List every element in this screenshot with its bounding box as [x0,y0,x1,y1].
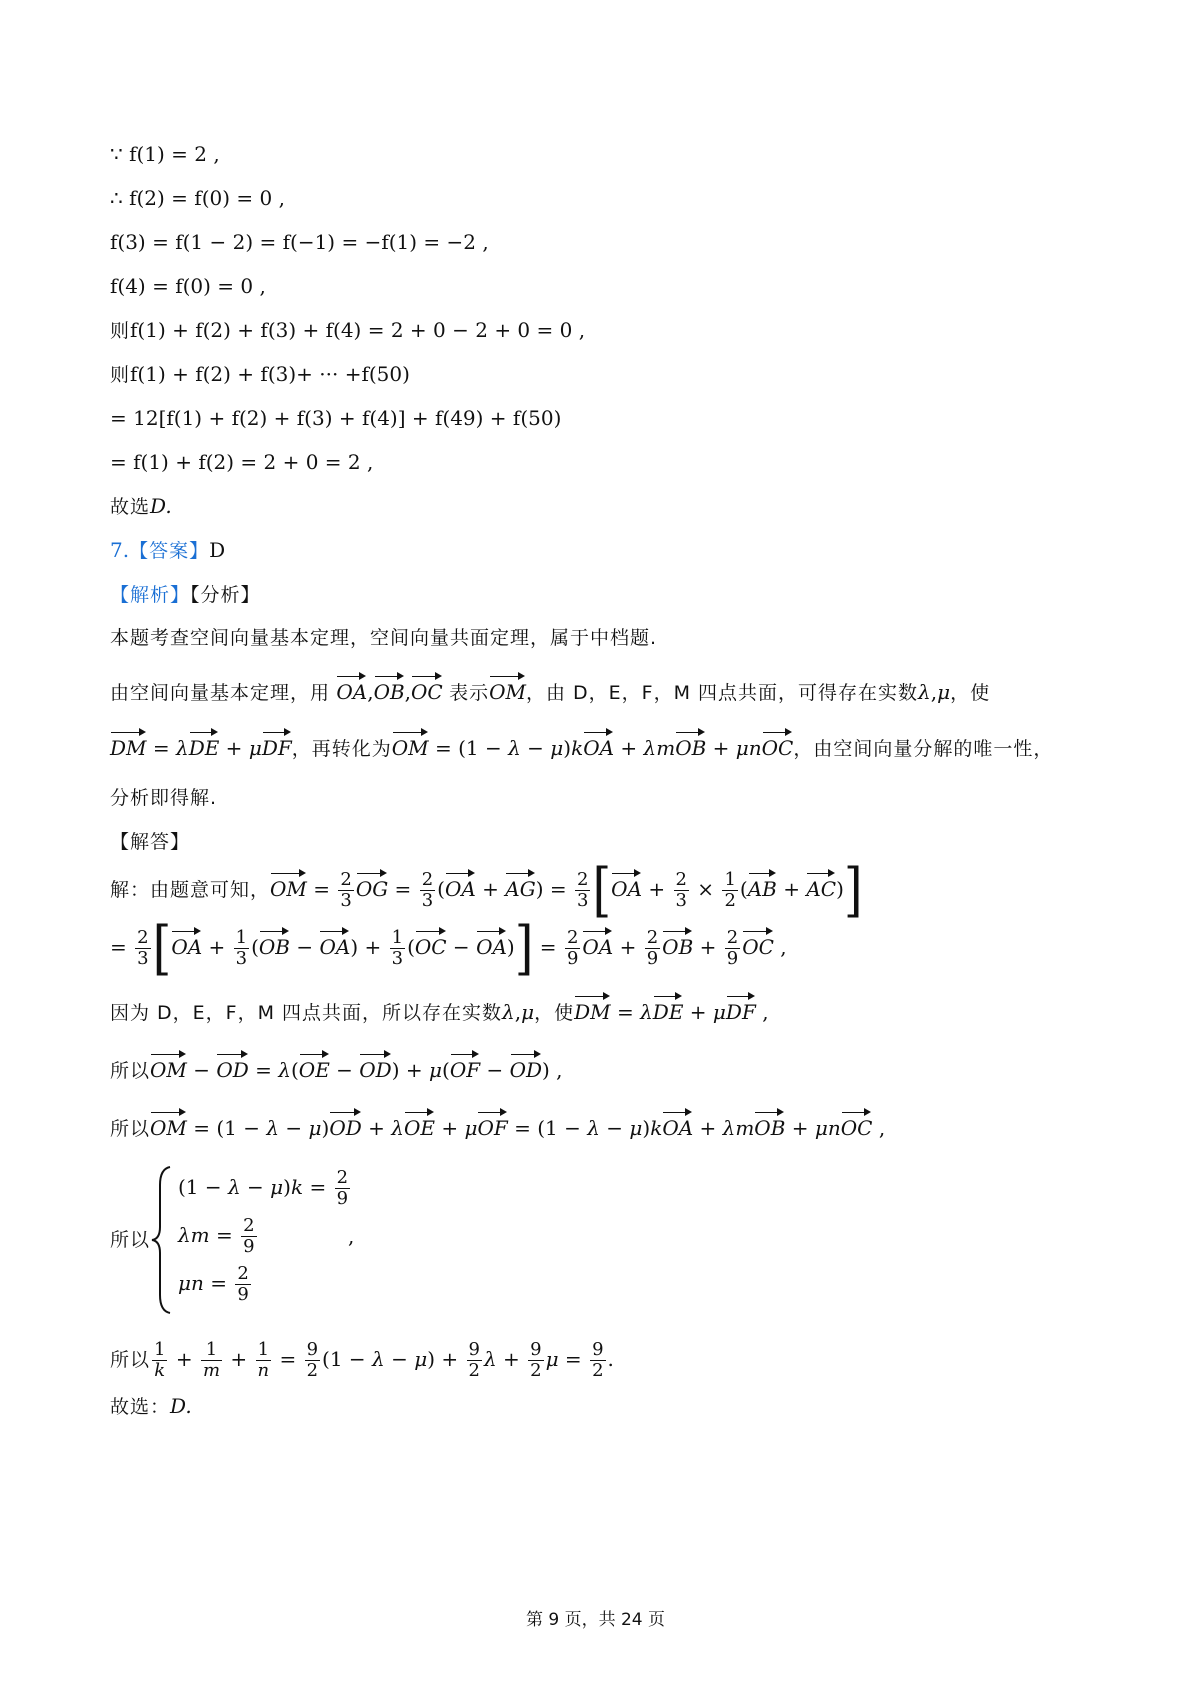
vector-od: OD [216,1052,248,1084]
text-span: 解：由题意可知， [110,879,271,901]
fraction: $\frac{2}{9}$ [237,1263,249,1305]
vector-dm: DM [574,994,611,1026]
solution-step-7: 所以 $\frac{1}{k}$ + $\frac{1}{m}$ + $\frac{1}{n}$ = $\frac{9}{2}$ (1 − λ − μ) + $\frac{9}{2}$ λ + $\frac{9}{2}$ μ = $\frac{9}{2}$ . [110,1339,614,1381]
vector-of: OF [450,1052,480,1084]
vector-oc: OC [762,730,794,762]
vector-oa: OA [662,1110,693,1142]
vector-oc: OC [415,929,447,961]
fraction: $\frac{2}{9}$ [726,927,739,969]
fraction: $\frac{2}{9}$ [566,927,579,969]
system-equation-3: μn = $\frac{2}{9}$ [178,1263,249,1305]
vector-of: OF [477,1110,507,1142]
line-f1: ∵ f(1) = 2 , [110,142,220,166]
fraction: $\frac{2}{3}$ [340,869,352,911]
vector-og: OG [356,871,388,903]
vector-ob: OB [374,674,405,706]
line-prefix: 则 [110,364,131,386]
fraction: $\frac{1}{3}$ [391,927,404,969]
fraction: $\frac{2}{3}$ [576,869,589,911]
vector-dm: DM [110,730,147,762]
vector-om: OM [270,871,307,903]
vector-ab: AB [748,871,777,903]
vector-od: OD [329,1110,361,1142]
fraction: $\frac{9}{2}$ [468,1339,480,1381]
vector-om: OM [392,730,429,762]
answer-value: D [209,538,226,562]
vector-ac: AC [806,871,836,903]
fraction: $\frac{2}{3}$ [675,869,687,911]
fraction: $\frac{2}{9}$ [336,1167,349,1209]
system-equation-1: (1 − λ − μ)k = $\frac{2}{9}$ [178,1167,349,1209]
vector-od: OD [359,1052,391,1084]
vector-df: DF [726,994,756,1026]
vector-om: OM [150,1052,187,1084]
fraction: $\frac{1}{k}$ [154,1339,166,1381]
line-f2: ∴ f(2) = f(0) = 0 , [110,186,285,210]
line-choose [110,492,172,521]
analysis-paragraph-1: 本题考查空间向量基本定理，空间向量共面定理，属于中档题. [110,627,658,649]
vector-de: DE [653,994,684,1026]
vector-om: OM [150,1110,187,1142]
analysis-paragraph-2: 由空间向量基本定理，用 OA,OB,OC 表示OM，由 D，E，F，M 四点共面，可得存在实数λ,μ，使 [110,674,990,707]
final-choice [110,1392,192,1421]
analysis-paragraph-3: DM = λDE + μDF，再转化为OM = (1 − λ − μ)kOA + λmOB + μnOC，由空间向量分解的唯一性， [110,730,1053,763]
vector-ob: OB [675,730,706,762]
vector-oa: OA [583,730,614,762]
line-f4: f(4) = f(0) = 0 , [110,274,266,298]
vector-de: DE [189,730,220,762]
line-math: f(1) + f(2) + f(3) + f(4) = 2 + 0 − 2 + 0 = 0 , [130,318,586,342]
vector-ag: AG [505,871,535,903]
text-span: ，使 [950,682,991,704]
vector-oa: OA [319,929,350,961]
text-span: 由空间向量基本定理，用 [110,682,331,704]
vector-om: OM [489,674,526,706]
q7-answer-line [110,536,225,565]
line-sum50 [110,360,410,389]
fraction: $\frac{1}{m}$ [202,1339,221,1381]
text-span: 所以 [110,1060,151,1082]
vector-oc: OC [411,674,443,706]
line-prefix: 则 [110,320,131,342]
vector-oa: OA [476,929,507,961]
vector-oc: OC [841,1110,873,1142]
question-number: 7. [110,538,130,562]
vector-oa: OA [336,674,367,706]
fraction: $\frac{9}{2}$ [530,1339,542,1381]
vector-oa: OA [582,929,613,961]
page-footer: 第 9 页，共 24 页 [525,1610,666,1630]
text-span: 因为 D，E，F，M 四点共面，所以存在实数 [110,1002,503,1024]
vector-od: OD [510,1052,542,1084]
line-sum-result: = f(1) + f(2) = 2 + 0 = 2 , [110,450,374,474]
final-answer: D. [170,1394,192,1418]
text-span: 故选： [110,1396,171,1418]
line-f3: f(3) = f(1 − 2) = f(−1) = −f(1) = −2 , [110,230,489,254]
analysis-paragraph-4: 分析即得解. [110,787,218,809]
vector-oc: OC [742,929,774,961]
answer-tag: 【答案】 [129,540,210,562]
solution-step-2: = $\frac{2}{3}$ [OA + $\frac{1}{3}$ (OB − OA) + $\frac{1}{3}$ (OC − OA)] = $\frac{2}{9}$ OA + $\frac{2}{9}$ OB + $\frac{2}{9}$ OC , [110,914,787,983]
fraction: $\frac{2}{3}$ [421,869,434,911]
fraction: $\frac{1}{n}$ [257,1339,270,1381]
solution-step-5: 所以OM = (1 − λ − μ)OD + λOE + μOF = (1 − λ − μ)kOA + λmOB + μnOC , [110,1110,885,1143]
line-math: f(1) + f(2) + f(3)+ ··· +f(50) [130,362,410,386]
text-span: 所以 [110,1349,151,1371]
vector-oe: OE [299,1052,330,1084]
line-math: D. [150,494,172,518]
text-span: ，由 D，E，F，M 四点共面，可得存在实数 [525,682,919,704]
q7-analysis-line [110,580,261,609]
vector-ob: OB [754,1110,785,1142]
jieda-tag: 【解答】 [110,831,191,853]
system-equation-2: λm = $\frac{2}{9}$ [178,1215,255,1257]
vector-ob: OB [662,929,693,961]
fraction: $\frac{1}{3}$ [235,927,248,969]
fraction: $\frac{1}{2}$ [724,869,736,911]
vector-ob: OB [259,929,290,961]
vector-oa: OA [611,871,642,903]
text-span: ，使 [534,1002,575,1024]
text-span: ，再转化为 [291,738,392,760]
vector-oe: OE [404,1110,435,1142]
solution-step-4: 所以OM − OD = λ(OE − OD) + μ(OF − OD) , [110,1052,563,1085]
text-span: 表示 [449,682,490,704]
fraction: $\frac{2}{3}$ [137,927,149,969]
fraction: $\frac{2}{9}$ [243,1215,255,1257]
analysis-tag: 【解析】 [110,584,191,606]
fenxi-tag: 【分析】 [190,584,261,606]
fraction: $\frac{9}{2}$ [306,1339,319,1381]
vector-oa: OA [445,871,476,903]
left-brace-icon [150,1165,174,1315]
solution-step-1: 解：由题意可知，OM = $\frac{2}{3}$ OG = $\frac{2}{3}$ (OA + AG) = $\frac{2}{3}$ [OA + $\frac{2}{3}$ × $\frac{1}{2}$ (AB + AC)] [110,856,863,925]
line-prefix: 故选 [110,496,151,518]
system-prefix: 所以 [110,1229,151,1251]
fraction: $\frac{2}{9}$ [646,927,659,969]
vector-oa: OA [171,929,202,961]
line-sum4 [110,316,585,345]
fraction: $\frac{9}{2}$ [592,1339,604,1381]
text-span: ，由空间向量分解的唯一性， [793,738,1054,760]
line-sum-expand: = 12[f(1) + f(2) + f(3) + f(4)] + f(49) + f(50) [110,406,562,430]
system-comma: , [348,1224,355,1248]
vector-df: DF [262,730,292,762]
solution-step-3: 因为 D，E，F，M 四点共面，所以存在实数λ,μ，使DM = λDE + μDF , [110,994,769,1027]
text-span: 所以 [110,1118,151,1140]
